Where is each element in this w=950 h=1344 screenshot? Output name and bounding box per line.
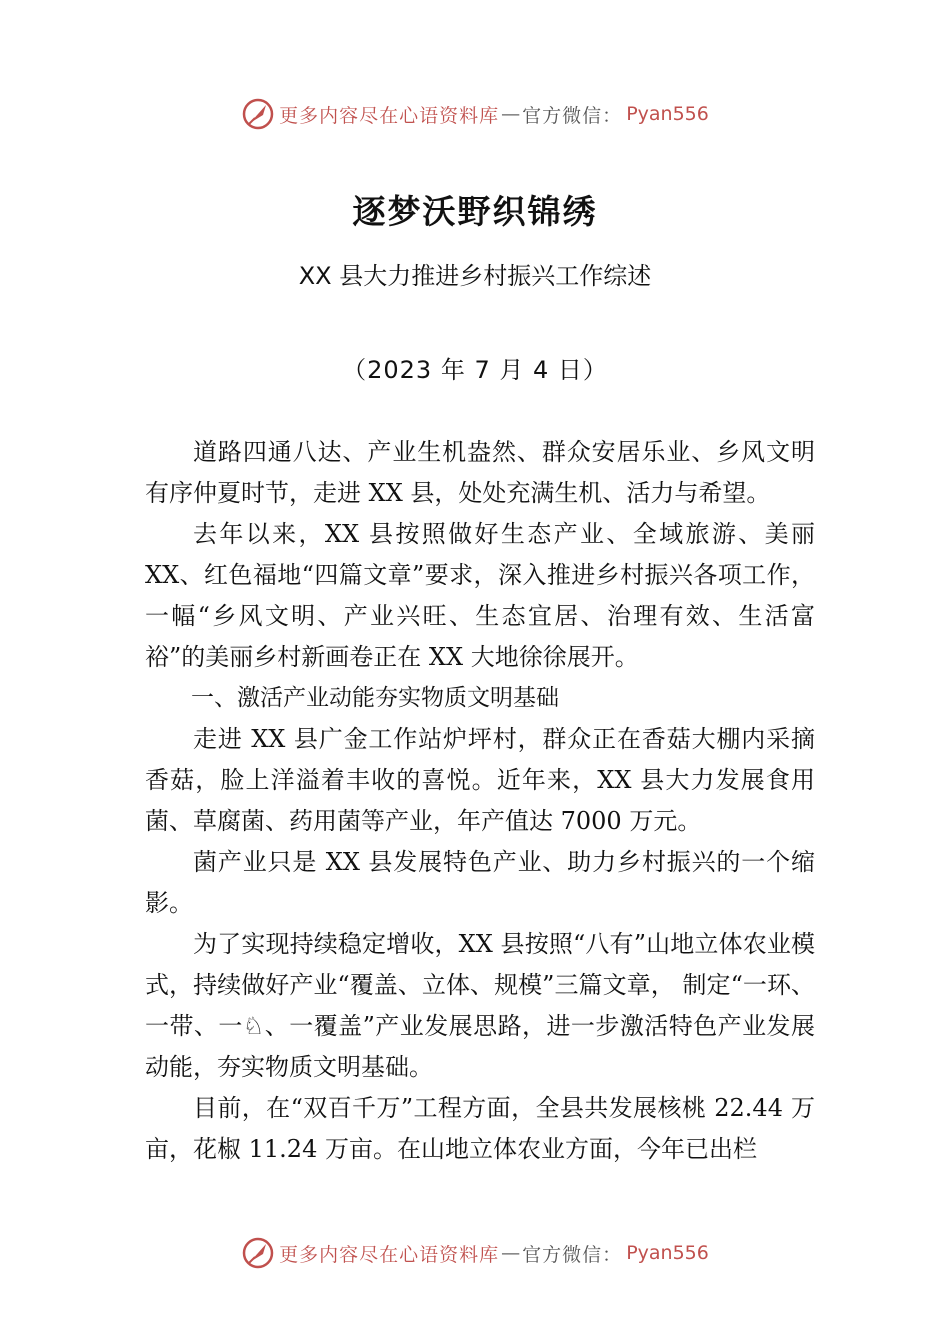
- header-watermark-banner: [0, 94, 950, 134]
- banner-text: 更多内容尽在心语资料库: [279, 104, 500, 127]
- paragraph: 目前，在“双百千万”工程方面，全县共发展核桃 22.44 万亩，花椒 11.24 万亩。在山地立体农业方面，今年已出栏: [145, 1094, 815, 1163]
- paragraph: 走进 XX 县广金工作站炉坪村，群众正在香菇大棚内采摘香菇，脸上洋溢着丰收的喜悦。近年来，XX 县大力发展食用菌、草腐菌、药用菌等产业，年产值达 7000 万元。: [145, 725, 815, 835]
- banner-wechat-id: Pyan556: [626, 103, 709, 125]
- banner-wechat-id: Pyan556: [626, 1242, 709, 1264]
- paragraph: 菌产业只是 XX 县发展特色产业、助力乡村振兴的一个缩影。: [145, 848, 815, 917]
- banner-separator: —: [501, 103, 521, 125]
- document-subtitle: XX 县大力推进乡村振兴工作综述: [298, 262, 652, 290]
- paragraph: 为了实现持续稳定增收，XX 县按照“八有”山地立体农业模式，持续做好产业“覆盖、立体、规模”三篇文章， 制定“一环、一带、一♘、一覆盖”产业发展思路，进一步激活特色产业发展动能，夯实物质文明基础。: [145, 930, 815, 1081]
- banner-wechat-label: 官方微信：: [522, 1243, 623, 1266]
- footer-watermark-banner: [0, 1233, 950, 1273]
- quill-logo-icon: [241, 97, 275, 131]
- paragraph: 去年以来，XX 县按照做好生态产业、全域旅游、美丽 XX、红色福地“四篇文章”要求，深入推进乡村振兴各项工作，一幅“乡风文明、产业兴旺、生态宜居、治理有效、生活富裕”的美丽乡村新画卷正在 XX 大地徐徐展开。: [145, 520, 815, 671]
- banner-text: 更多内容尽在心语资料库: [279, 1243, 500, 1266]
- paragraph: 道路四通八达、产业生机盎然、群众安居乐业、乡风文明有序仲夏时节，走进 XX 县，处处充满生机、活力与希望。: [145, 438, 815, 507]
- document-title: 逐梦沃野织锦绣: [352, 192, 598, 231]
- banner-separator: —: [501, 1242, 521, 1264]
- quill-logo-icon: [241, 1236, 275, 1270]
- document-date: （2023 年 7 月 4 日）: [342, 356, 608, 384]
- banner-wechat-label: 官方微信：: [522, 104, 623, 127]
- document-body: [145, 432, 815, 1170]
- section-heading: 一、激活产业动能夯实物质文明基础: [191, 685, 559, 711]
